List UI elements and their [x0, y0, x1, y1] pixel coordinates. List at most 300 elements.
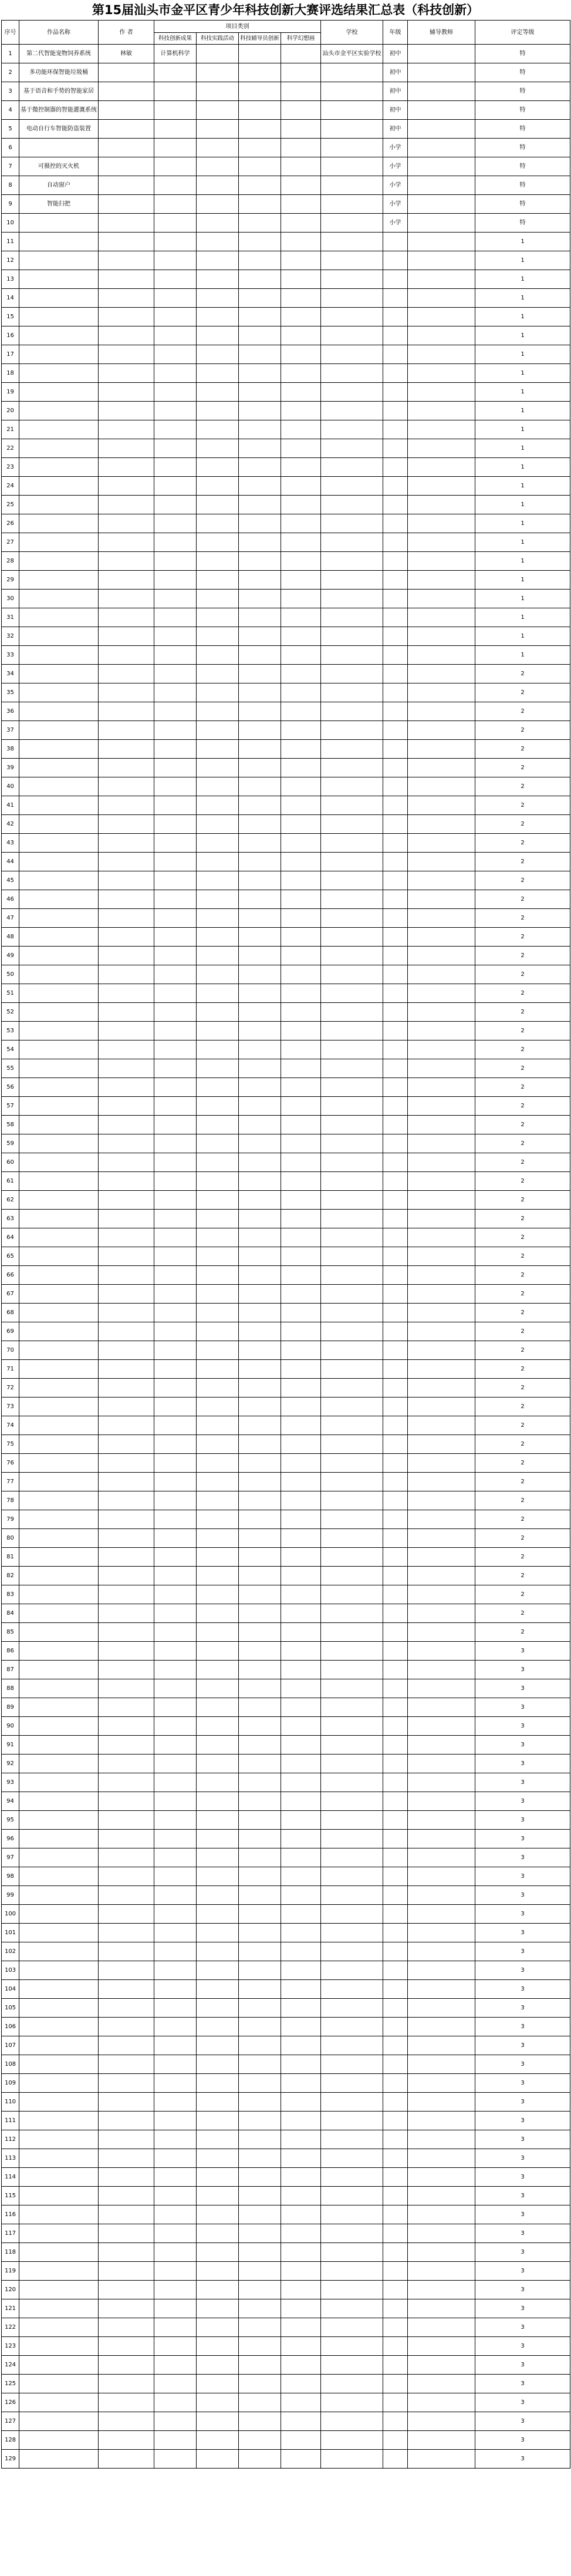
- row-cat1: [154, 1548, 197, 1567]
- row-work: [19, 270, 99, 289]
- row-author: [99, 646, 154, 665]
- row-award: 特: [475, 214, 570, 233]
- row-cat1: [154, 1022, 197, 1040]
- row-teacher: [408, 326, 475, 345]
- row-school: [321, 1435, 383, 1454]
- row-seq: 63: [2, 1210, 19, 1228]
- row-cat2: [197, 1980, 239, 1999]
- row-seq: 123: [2, 2337, 19, 2356]
- row-author: [99, 2375, 154, 2393]
- row-work: [19, 1830, 99, 1848]
- table-row: [2, 2356, 570, 2375]
- row-cat3: [239, 721, 281, 740]
- row-school: [321, 965, 383, 984]
- row-school: [321, 1698, 383, 1717]
- row-cat2: [197, 1491, 239, 1510]
- row-cat2: [197, 2393, 239, 2412]
- row-seq: 28: [2, 552, 19, 571]
- table-row: [2, 176, 570, 195]
- row-grade: [383, 1661, 408, 1679]
- row-seq: 51: [2, 984, 19, 1003]
- row-cat1: [154, 1266, 197, 1285]
- row-cat2: [197, 270, 239, 289]
- row-teacher: [408, 214, 475, 233]
- header-cat2: 科技实践活动: [197, 33, 239, 45]
- row-teacher: [408, 139, 475, 157]
- row-cat4: [281, 1360, 321, 1379]
- row-work: [19, 458, 99, 477]
- row-seq: 118: [2, 2243, 19, 2262]
- row-cat1: [154, 195, 197, 214]
- table-row: [2, 383, 570, 402]
- row-cat2: [197, 1228, 239, 1247]
- row-cat1: [154, 2281, 197, 2299]
- row-award: 3: [475, 2243, 570, 2262]
- row-seq: 59: [2, 1134, 19, 1153]
- header-cat1: 科技创新成果: [154, 33, 197, 45]
- row-school: [321, 157, 383, 176]
- row-cat1: [154, 2450, 197, 2469]
- row-cat1: [154, 477, 197, 496]
- table-row: [2, 1454, 570, 1473]
- row-work: [19, 251, 99, 270]
- row-author: [99, 1003, 154, 1022]
- row-teacher: [408, 1679, 475, 1698]
- table-row: [2, 1717, 570, 1736]
- row-seq: 69: [2, 1322, 19, 1341]
- row-cat1: [154, 139, 197, 157]
- row-cat2: [197, 740, 239, 759]
- row-author: [99, 928, 154, 947]
- row-author: [99, 2431, 154, 2450]
- row-award: 特: [475, 176, 570, 195]
- row-grade: [383, 2205, 408, 2224]
- table-row: [2, 1153, 570, 1172]
- row-school: [321, 571, 383, 590]
- row-cat2: [197, 1867, 239, 1886]
- row-work: [19, 608, 99, 627]
- row-school: [321, 947, 383, 965]
- row-award: 3: [475, 1811, 570, 1830]
- row-cat2: [197, 1247, 239, 1266]
- table-row: [2, 1228, 570, 1247]
- row-seq: 122: [2, 2318, 19, 2337]
- row-cat1: [154, 120, 197, 139]
- row-award: 2: [475, 834, 570, 853]
- row-school: [321, 1322, 383, 1341]
- table-row: [2, 1942, 570, 1961]
- row-award: 3: [475, 1661, 570, 1679]
- row-cat2: [197, 1097, 239, 1116]
- row-cat1: [154, 1473, 197, 1491]
- row-teacher: [408, 1698, 475, 1717]
- row-cat2: [197, 2149, 239, 2168]
- row-author: [99, 101, 154, 120]
- row-school: [321, 2112, 383, 2130]
- row-author: [99, 1642, 154, 1661]
- row-school: [321, 665, 383, 683]
- row-author: [99, 1604, 154, 1623]
- row-cat3: [239, 1755, 281, 1773]
- row-cat3: [239, 101, 281, 120]
- table-row: [2, 665, 570, 683]
- page-title: 第15届汕头市金平区青少年科技创新大赛评选结果汇总表（科技创新）: [92, 3, 479, 17]
- row-cat3: [239, 1811, 281, 1830]
- row-award: 1: [475, 251, 570, 270]
- row-cat4: [281, 2243, 321, 2262]
- row-teacher: [408, 1416, 475, 1435]
- row-cat3: [239, 2431, 281, 2450]
- table-row: [2, 1172, 570, 1191]
- row-author: [99, 420, 154, 439]
- row-award: 1: [475, 383, 570, 402]
- row-cat1: [154, 777, 197, 796]
- row-work: [19, 2431, 99, 2450]
- row-cat1: [154, 1886, 197, 1905]
- row-seq: 108: [2, 2055, 19, 2074]
- row-author: [99, 947, 154, 965]
- row-grade: [383, 2337, 408, 2356]
- row-cat2: [197, 1661, 239, 1679]
- row-school: [321, 345, 383, 364]
- row-school: [321, 2018, 383, 2036]
- row-cat1: [154, 1191, 197, 1210]
- row-work: [19, 1398, 99, 1416]
- row-seq: 87: [2, 1661, 19, 1679]
- row-teacher: [408, 2450, 475, 2469]
- row-cat2: [197, 289, 239, 308]
- row-cat4: [281, 1304, 321, 1322]
- table-row: [2, 120, 570, 139]
- row-cat4: [281, 2168, 321, 2187]
- row-cat3: [239, 383, 281, 402]
- row-school: [321, 2187, 383, 2205]
- row-award: 2: [475, 1247, 570, 1266]
- row-cat2: [197, 251, 239, 270]
- row-cat4: [281, 120, 321, 139]
- row-cat1: [154, 1567, 197, 1585]
- row-cat2: [197, 364, 239, 383]
- table-row: [2, 1116, 570, 1134]
- row-school: [321, 63, 383, 82]
- row-grade: [383, 1924, 408, 1942]
- row-cat4: [281, 1905, 321, 1924]
- row-award: 2: [475, 1040, 570, 1059]
- row-work: [19, 2299, 99, 2318]
- row-grade: [383, 2356, 408, 2375]
- row-seq: 58: [2, 1116, 19, 1134]
- row-cat4: [281, 928, 321, 947]
- row-author: [99, 815, 154, 834]
- row-teacher: [408, 1905, 475, 1924]
- row-author: [99, 1172, 154, 1191]
- row-award: 2: [475, 1266, 570, 1285]
- row-award: 1: [475, 439, 570, 458]
- row-seq: 125: [2, 2375, 19, 2393]
- results-table: [1, 20, 570, 2469]
- row-author: [99, 2018, 154, 2036]
- row-grade: [383, 420, 408, 439]
- row-seq: 91: [2, 1736, 19, 1755]
- row-cat1: [154, 2356, 197, 2375]
- table-row: [2, 2281, 570, 2299]
- row-grade: [383, 364, 408, 383]
- row-award: 2: [475, 1379, 570, 1398]
- row-grade: [383, 1473, 408, 1491]
- row-author: [99, 1567, 154, 1585]
- table-row: [2, 815, 570, 834]
- row-seq: 1: [2, 45, 19, 63]
- row-seq: 30: [2, 590, 19, 608]
- table-row: [2, 1040, 570, 1059]
- table-row: [2, 1567, 570, 1585]
- row-grade: [383, 2130, 408, 2149]
- row-work: [19, 1304, 99, 1322]
- row-work: [19, 2187, 99, 2205]
- row-cat1: [154, 1078, 197, 1097]
- row-cat3: [239, 533, 281, 552]
- row-grade: [383, 796, 408, 815]
- row-work: [19, 326, 99, 345]
- row-school: [321, 1266, 383, 1285]
- table-row: [2, 2450, 570, 2469]
- row-cat1: [154, 2299, 197, 2318]
- row-grade: 初中: [383, 63, 408, 82]
- row-cat1: [154, 2093, 197, 2112]
- row-cat2: [197, 1322, 239, 1341]
- row-author: [99, 1905, 154, 1924]
- row-cat2: [197, 45, 239, 63]
- table-row: [2, 984, 570, 1003]
- row-work: 第二代智能宠物饲养系统: [19, 45, 99, 63]
- row-award: 3: [475, 1867, 570, 1886]
- row-award: 3: [475, 2450, 570, 2469]
- row-grade: [383, 2318, 408, 2337]
- row-cat1: [154, 627, 197, 646]
- row-seq: 126: [2, 2393, 19, 2412]
- header-category-group: 项目类别: [154, 21, 321, 33]
- row-cat2: [197, 2168, 239, 2187]
- table-row: [2, 157, 570, 176]
- row-seq: 116: [2, 2205, 19, 2224]
- row-work: [19, 1078, 99, 1097]
- row-grade: [383, 740, 408, 759]
- row-cat4: [281, 2450, 321, 2469]
- row-award: 2: [475, 759, 570, 777]
- row-teacher: [408, 2375, 475, 2393]
- row-cat2: [197, 1003, 239, 1022]
- row-work: [19, 1435, 99, 1454]
- row-cat1: [154, 984, 197, 1003]
- row-school: [321, 1980, 383, 1999]
- row-cat3: [239, 1322, 281, 1341]
- header-cat4: 科学幻想画: [281, 33, 321, 45]
- row-teacher: [408, 1961, 475, 1980]
- row-grade: [383, 1755, 408, 1773]
- row-cat3: [239, 1210, 281, 1228]
- row-cat3: [239, 984, 281, 1003]
- row-cat2: [197, 1341, 239, 1360]
- row-cat4: [281, 1003, 321, 1022]
- row-cat4: [281, 1473, 321, 1491]
- table-row: [2, 1999, 570, 2018]
- row-author: [99, 608, 154, 627]
- table-row: [2, 965, 570, 984]
- row-school: [321, 1210, 383, 1228]
- row-seq: 79: [2, 1510, 19, 1529]
- row-author: [99, 2224, 154, 2243]
- row-cat3: [239, 1304, 281, 1322]
- row-author: [99, 345, 154, 364]
- row-cat3: [239, 740, 281, 759]
- row-grade: [383, 439, 408, 458]
- row-cat3: [239, 947, 281, 965]
- row-seq: 13: [2, 270, 19, 289]
- table-row: [2, 702, 570, 721]
- row-cat1: [154, 458, 197, 477]
- row-seq: 67: [2, 1285, 19, 1304]
- row-award: 3: [475, 2093, 570, 2112]
- row-author: 林敏: [99, 45, 154, 63]
- row-work: [19, 2036, 99, 2055]
- row-school: [321, 2356, 383, 2375]
- row-cat2: [197, 1961, 239, 1980]
- row-teacher: [408, 2356, 475, 2375]
- row-cat4: [281, 1717, 321, 1736]
- row-grade: 小学: [383, 139, 408, 157]
- row-cat3: [239, 608, 281, 627]
- row-work: [19, 2243, 99, 2262]
- row-award: 2: [475, 1285, 570, 1304]
- row-cat3: [239, 1078, 281, 1097]
- row-cat2: [197, 383, 239, 402]
- row-award: 3: [475, 1755, 570, 1773]
- row-work: [19, 308, 99, 326]
- table-row: [2, 1322, 570, 1341]
- row-cat2: [197, 1116, 239, 1134]
- row-award: 3: [475, 1698, 570, 1717]
- row-cat2: [197, 1848, 239, 1867]
- row-author: [99, 533, 154, 552]
- row-grade: [383, 1567, 408, 1585]
- table-row: [2, 1097, 570, 1116]
- row-cat2: [197, 1454, 239, 1473]
- row-teacher: [408, 947, 475, 965]
- row-cat1: [154, 2375, 197, 2393]
- table-row: [2, 890, 570, 909]
- row-school: [321, 2074, 383, 2093]
- row-grade: [383, 1116, 408, 1134]
- row-work: [19, 796, 99, 815]
- row-award: 3: [475, 2074, 570, 2093]
- row-grade: [383, 1491, 408, 1510]
- row-cat4: [281, 2093, 321, 2112]
- row-cat4: [281, 2318, 321, 2337]
- row-seq: 14: [2, 289, 19, 308]
- row-grade: [383, 890, 408, 909]
- row-cat4: [281, 702, 321, 721]
- row-teacher: [408, 721, 475, 740]
- row-cat4: [281, 1191, 321, 1210]
- row-teacher: [408, 890, 475, 909]
- row-seq: 86: [2, 1642, 19, 1661]
- row-cat1: [154, 740, 197, 759]
- row-work: [19, 2262, 99, 2281]
- row-seq: 52: [2, 1003, 19, 1022]
- row-seq: 68: [2, 1304, 19, 1322]
- row-cat1: [154, 928, 197, 947]
- row-cat3: [239, 1153, 281, 1172]
- row-work: [19, 364, 99, 383]
- row-award: 2: [475, 721, 570, 740]
- row-award: 2: [475, 1585, 570, 1604]
- row-award: 3: [475, 2205, 570, 2224]
- row-cat4: [281, 233, 321, 251]
- row-cat4: [281, 1285, 321, 1304]
- row-school: [321, 1811, 383, 1830]
- row-cat4: [281, 326, 321, 345]
- row-award: 1: [475, 326, 570, 345]
- table-row: [2, 345, 570, 364]
- table-row: [2, 608, 570, 627]
- row-cat4: [281, 2393, 321, 2412]
- table-row: [2, 1642, 570, 1661]
- row-teacher: [408, 1003, 475, 1022]
- row-work: [19, 2112, 99, 2130]
- row-cat3: [239, 2243, 281, 2262]
- row-grade: [383, 1040, 408, 1059]
- row-author: [99, 1529, 154, 1548]
- table-row: [2, 1247, 570, 1266]
- row-cat4: [281, 815, 321, 834]
- row-award: 2: [475, 1078, 570, 1097]
- row-cat4: [281, 251, 321, 270]
- row-cat2: [197, 1059, 239, 1078]
- row-grade: [383, 2168, 408, 2187]
- table-row: [2, 571, 570, 590]
- row-award: 3: [475, 2262, 570, 2281]
- table-row: [2, 270, 570, 289]
- row-cat4: [281, 1341, 321, 1360]
- row-cat1: [154, 1604, 197, 1623]
- row-seq: 62: [2, 1191, 19, 1210]
- row-author: [99, 1792, 154, 1811]
- row-grade: [383, 1679, 408, 1698]
- row-cat2: [197, 308, 239, 326]
- row-author: [99, 1848, 154, 1867]
- row-author: [99, 308, 154, 326]
- row-award: 2: [475, 890, 570, 909]
- row-cat3: [239, 1717, 281, 1736]
- row-cat2: [197, 1191, 239, 1210]
- row-grade: 初中: [383, 82, 408, 101]
- table-row: [2, 627, 570, 646]
- row-cat4: [281, 308, 321, 326]
- row-grade: [383, 1999, 408, 2018]
- row-teacher: [408, 646, 475, 665]
- row-cat2: [197, 477, 239, 496]
- row-author: [99, 702, 154, 721]
- row-cat4: [281, 176, 321, 195]
- row-cat3: [239, 1022, 281, 1040]
- row-school: [321, 439, 383, 458]
- row-seq: 103: [2, 1961, 19, 1980]
- row-cat1: [154, 759, 197, 777]
- row-cat1: [154, 665, 197, 683]
- row-work: [19, 1341, 99, 1360]
- row-school: [321, 834, 383, 853]
- row-author: [99, 796, 154, 815]
